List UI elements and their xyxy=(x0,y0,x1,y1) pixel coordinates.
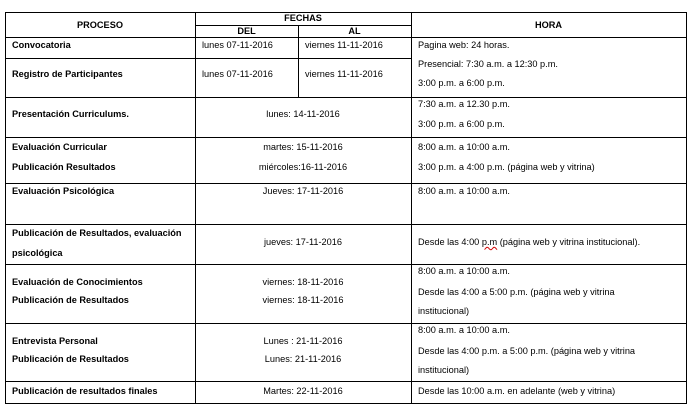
row-3-proceso: Presentación Curriculums. xyxy=(12,109,129,119)
row-6-proceso-2: psicológica xyxy=(12,248,63,258)
row-5-hora: 8:00 a.m. a 10:00 a.m. xyxy=(418,186,510,196)
row-3-hora-1: 7:30 a.m. a 12.30 p.m. xyxy=(418,99,510,109)
row-7-proceso-1: Evaluación de Conocimientos xyxy=(12,277,143,287)
row-9-hora: Desde las 10:00 a.m. en adelante (web y vitrina) xyxy=(418,386,616,396)
rule-row-4 xyxy=(5,183,686,184)
row-8-proceso-2: Publicación de Resultados xyxy=(12,354,129,364)
row-4-proceso-1: Evaluación Curricular xyxy=(12,142,107,152)
row-8-proceso-1: Entrevista Personal xyxy=(12,336,98,346)
row-2-proceso: Registro de Participantes xyxy=(12,69,123,79)
row-9-fecha: Martes: 22-11-2016 xyxy=(263,386,343,396)
row-3-hora-2: 3:00 p.m. a 6:00 p.m. xyxy=(418,119,505,129)
row-1-hora: Pagina web: 24 horas. xyxy=(418,40,510,50)
row-5-proceso: Evaluación Psicológica xyxy=(12,186,115,196)
row-1-proceso: Convocatoria xyxy=(12,40,71,50)
rule-left xyxy=(5,12,6,404)
row-3-fecha: lunes: 14-11-2016 xyxy=(266,109,340,119)
row-4-fecha-2: miércoles:16-11-2016 xyxy=(258,162,348,172)
header-proceso: PROCESO xyxy=(77,20,123,30)
row-2-al: viernes 11-11-2016 xyxy=(305,69,383,79)
rule-row-2 xyxy=(5,97,686,98)
rule-right xyxy=(686,12,687,404)
header-del: DEL xyxy=(237,26,256,36)
row-4-proceso-2: Publicación Resultados xyxy=(12,162,116,172)
row-6-hora-pre: Desde las 4:00 xyxy=(418,237,482,247)
rule-row-8 xyxy=(5,381,686,382)
row-1-del: lunes 07-11-2016 xyxy=(202,40,273,50)
rule-row-6 xyxy=(5,264,686,265)
row-7-hora-1: 8:00 a.m. a 10:00 a.m. xyxy=(418,266,510,276)
row-4-fecha-1: martes: 15-11-2016 xyxy=(263,142,343,152)
row-8-fecha-2: Lunes: 21-11-2016 xyxy=(264,354,342,364)
row-6-hora-post: (página web y vitrina institucional). xyxy=(497,237,641,247)
row-8-hora-2: Desde las 4:00 p.m. a 5:00 p.m. (página web y vitrina xyxy=(418,346,636,356)
row-8-hora-3: institucional) xyxy=(418,365,470,375)
rule-row-3 xyxy=(5,137,686,138)
row-7-fecha-2: viernes: 18-11-2016 xyxy=(262,295,344,305)
row-6-proceso-1: Publicación de Resultados, evaluación xyxy=(12,228,182,238)
rule-row-5 xyxy=(5,224,686,225)
row-7-hora-3: institucional) xyxy=(418,306,470,316)
rule-fechas-right xyxy=(411,12,412,404)
row-2-hora-1: Presencial: 7:30 a.m. a 12:30 p.m. xyxy=(418,59,558,69)
rule-row-7 xyxy=(5,323,686,324)
row-6-fecha: jueves: 17-11-2016 xyxy=(264,237,342,247)
row-4-hora-1: 8:00 a.m. a 10:00 a.m. xyxy=(418,142,510,152)
rule-header-bottom xyxy=(5,37,686,38)
rule-bottom xyxy=(5,403,686,404)
header-al: AL xyxy=(348,26,361,36)
row-9-proceso: Publicación de resultados finales xyxy=(12,386,158,396)
row-8-fecha-1: Lunes : 21-11-2016 xyxy=(263,336,343,346)
header-hora: HORA xyxy=(534,20,563,30)
row-8-hora-1: 8:00 a.m. a 10:00 a.m. xyxy=(418,325,510,335)
row-6-hora-flagged: p.m xyxy=(481,237,498,247)
row-5-fecha: Jueves: 17-11-2016 xyxy=(262,186,344,196)
row-2-hora-2: 3:00 p.m. a 6:00 p.m. xyxy=(418,78,505,88)
row-1-al: viernes 11-11-2016 xyxy=(305,40,383,50)
row-7-hora-2: Desde las 4:00 a 5:00 p.m. (página web y vitrina xyxy=(418,287,615,297)
row-2-del: lunes 07-11-2016 xyxy=(202,69,273,79)
row-7-fecha-1: viernes: 18-11-2016 xyxy=(262,277,344,287)
header-fechas: FECHAS xyxy=(284,13,322,23)
row-7-proceso-2: Publicación de Resultados xyxy=(12,295,129,305)
rule-row-1 xyxy=(5,58,411,59)
row-6-hora xyxy=(418,237,640,248)
row-4-hora-2: 3:00 p.m. a 4:00 p.m. (página web y vitrina) xyxy=(418,162,595,172)
